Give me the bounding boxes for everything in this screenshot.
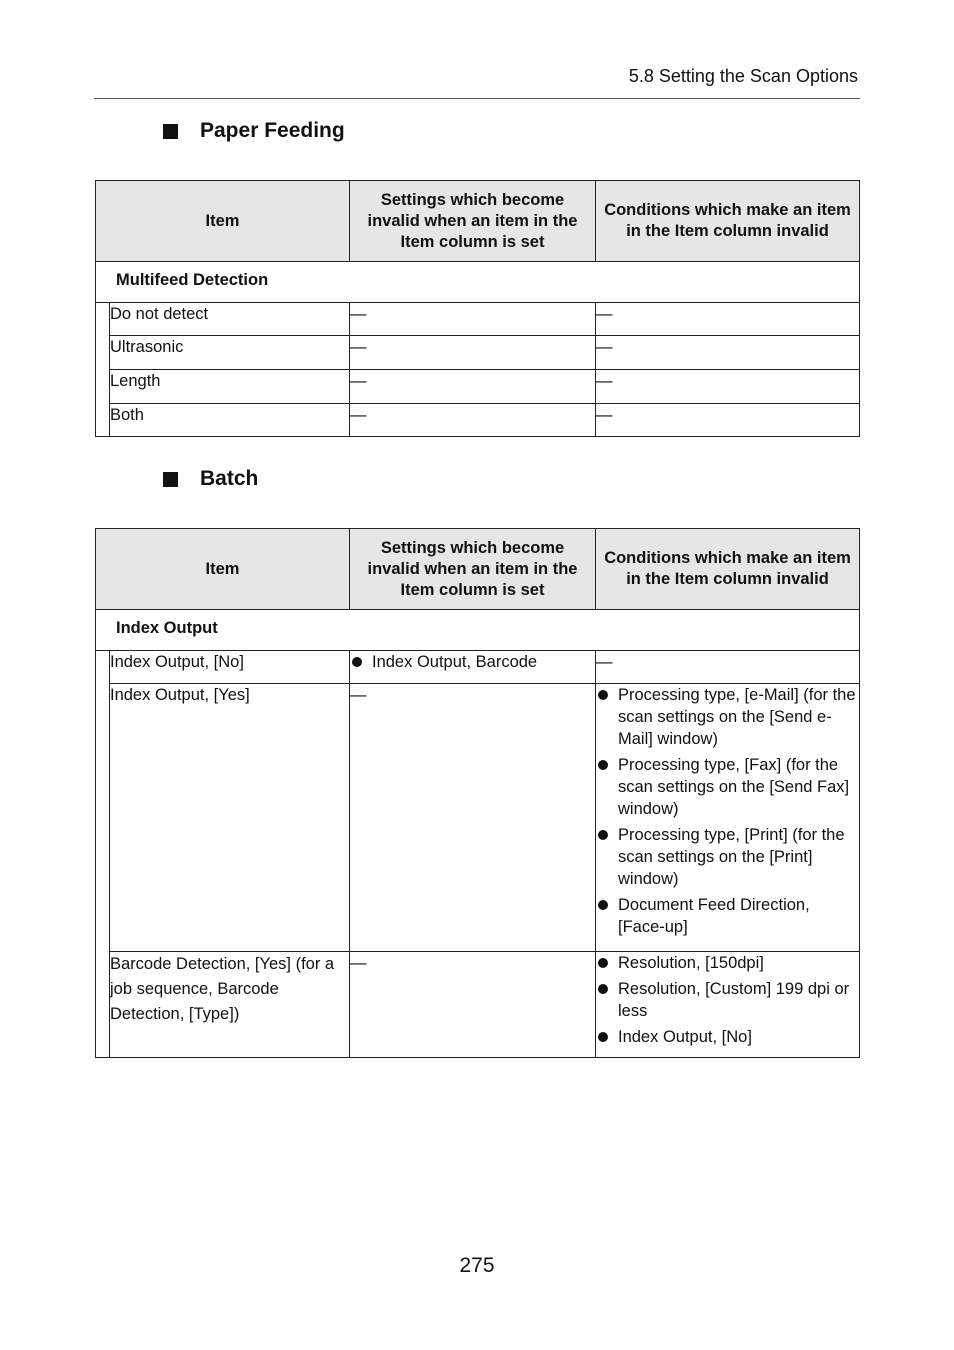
item-cell: Ultrasonic (110, 336, 350, 370)
settings-cell: — (350, 336, 596, 370)
column-header-invalid-settings: Settings which become invalid when an item in the Item column is set (350, 181, 596, 262)
group-label: Multifeed Detection (116, 271, 269, 289)
item-cell: Do not detect (110, 303, 350, 336)
paper-feeding-table (95, 180, 860, 437)
column-header-conditions: Conditions which make an item in the Item column invalid (596, 181, 860, 262)
section-title: Batch (200, 467, 259, 490)
section-heading-batch (163, 467, 258, 491)
conditions-cell (596, 952, 860, 1058)
list-item: Processing type, [Fax] (for the scan settings on the [Send Fax] window) (596, 754, 859, 820)
section-heading-paper-feeding (163, 119, 345, 143)
bullet-dot-icon (598, 958, 608, 968)
section-title: Paper Feeding (200, 119, 345, 142)
bullet-list (350, 651, 595, 673)
table-row (96, 952, 860, 1058)
bullet-list (596, 684, 859, 938)
list-item: Resolution, [Custom] 199 dpi or less (596, 978, 859, 1022)
conditions-cell: — (596, 370, 860, 404)
running-header: 5.8 Setting the Scan Options (628, 66, 858, 86)
conditions-cell: — (596, 404, 860, 437)
bullet-dot-icon (598, 690, 608, 700)
settings-cell: — (350, 952, 596, 1058)
settings-cell: — (350, 303, 596, 336)
square-bullet-icon (163, 124, 178, 139)
table-row (96, 370, 860, 404)
page-number: 275 (459, 1254, 495, 1277)
group-row (96, 610, 860, 651)
bullet-dot-icon (598, 830, 608, 840)
bullet-dot-icon (598, 984, 608, 994)
list-item: Resolution, [150dpi] (596, 952, 859, 974)
column-header-item: Item (96, 181, 350, 262)
bullet-dot-icon (598, 1032, 608, 1042)
table-row (96, 404, 860, 437)
table-header-row (96, 181, 860, 262)
settings-cell: — (350, 404, 596, 437)
item-cell: Index Output, [No] (110, 651, 350, 684)
bullet-dot-icon (598, 760, 608, 770)
item-cell: Both (110, 404, 350, 437)
column-header-conditions: Conditions which make an item in the Item column invalid (596, 529, 860, 610)
list-item: Index Output, [No] (596, 1026, 859, 1048)
bullet-dot-icon (352, 657, 362, 667)
conditions-cell: — (596, 336, 860, 370)
table-row (96, 684, 860, 952)
table-header-row (96, 529, 860, 610)
conditions-cell (596, 684, 860, 952)
item-cell: Barcode Detection, [Yes] (for a job sequence, Barcode Detection, [Type]) (110, 952, 350, 1058)
table-row (96, 651, 860, 684)
list-item: Document Feed Direction, [Face-up] (596, 894, 859, 938)
batch-table (95, 528, 860, 1058)
item-cell: Length (110, 370, 350, 404)
group-label: Index Output (116, 619, 218, 637)
bullet-dot-icon (598, 900, 608, 910)
item-cell: Index Output, [Yes] (110, 684, 350, 952)
group-row (96, 262, 860, 303)
conditions-cell: — (596, 651, 860, 684)
table-row (96, 336, 860, 370)
square-bullet-icon (163, 472, 178, 487)
bullet-list (596, 952, 859, 1048)
list-item: Processing type, [Print] (for the scan settings on the [Print] window) (596, 824, 859, 890)
column-header-item: Item (96, 529, 350, 610)
settings-cell: — (350, 684, 596, 952)
list-item: Index Output, Barcode (350, 651, 595, 673)
table-row (96, 303, 860, 336)
settings-cell: — (350, 370, 596, 404)
list-item: Processing type, [e-Mail] (for the scan settings on the [Send e-Mail] window) (596, 684, 859, 750)
settings-cell (350, 651, 596, 684)
header-rule (94, 98, 860, 99)
conditions-cell: — (596, 303, 860, 336)
column-header-invalid-settings: Settings which become invalid when an item in the Item column is set (350, 529, 596, 610)
